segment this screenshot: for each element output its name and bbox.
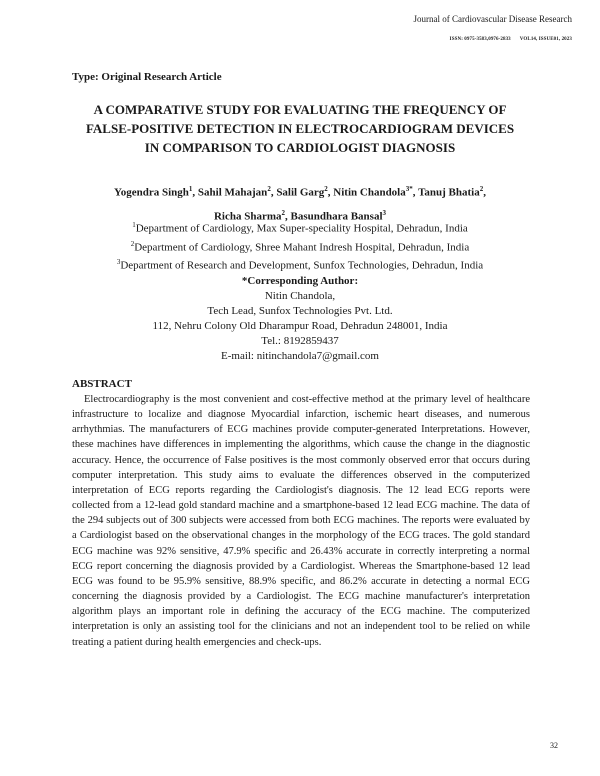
author-affil-mark: 3: [382, 208, 387, 217]
corresponding-role: Tech Lead, Sunfox Technologies Pvt. Ltd.: [207, 304, 393, 317]
author-name: Tanuj Bhatia: [418, 186, 480, 199]
corresponding-address: 112, Nehru Colony Old Dharampur Road, Dehradun 248001, India: [152, 319, 448, 332]
corresponding-heading: *Corresponding Author:: [241, 274, 359, 287]
author-name: Yogendra Singh: [114, 186, 189, 199]
affiliation: [40, 237, 560, 256]
corresponding-email: E-mail: nitinchandola7@gmail.com: [221, 349, 379, 362]
article-type: Type: Original Research Article: [72, 71, 222, 83]
affil-mark: 2: [130, 239, 135, 248]
author-name: Sahil Mahajan: [197, 186, 268, 199]
corresponding-name: Nitin Chandola,: [264, 289, 336, 302]
issn: ISSN: 0975-3583,0976-2833: [449, 37, 511, 42]
abstract-heading: ABSTRACT: [72, 378, 132, 390]
journal-name: Journal of Cardiovascular Disease Research: [413, 14, 572, 24]
affiliation: [40, 255, 560, 274]
author-sep: ,: [192, 186, 198, 199]
page-number: 32: [550, 741, 558, 750]
author-sep: ,: [483, 186, 486, 199]
title-line: FALSE-POSITIVE DETECTION IN ELECTROCARDIOGRAM DEVICES: [85, 121, 515, 136]
affil-text: Department of Cardiology, Max Super-speciality Hospital, Dehradun, India: [135, 222, 468, 235]
affiliations: [40, 218, 560, 364]
affil-mark: 3: [116, 258, 121, 267]
author-line: [40, 179, 560, 203]
corresponding-tel: Tel.: 8192859437: [261, 334, 339, 347]
title-line: A COMPARATIVE STUDY FOR EVALUATING THE FREQUENCY OF: [93, 102, 507, 117]
author-name: Salil Garg: [276, 186, 325, 199]
author-sep: ,: [270, 186, 277, 199]
volume-issue: VOL14, ISSUE01, 2023: [519, 37, 572, 42]
author-name: Nitin Chandola: [333, 186, 406, 199]
author-sep: ,: [412, 186, 419, 199]
author-affil-mark: 2: [281, 208, 285, 217]
author-name: Basundhara Bansal: [290, 210, 383, 223]
affil-text: Department of Research and Development, Sunfox Technologies, Dehradun, India: [120, 259, 484, 272]
author-affil-mark: 3*: [405, 185, 413, 193]
affil-text: Department of Cardiology, Shree Mahant Indresh Hospital, Dehradun, India: [134, 241, 470, 254]
author-affil-mark: 2: [479, 185, 484, 193]
author-affil-mark: 2: [267, 185, 271, 193]
author-affil-mark: 1: [188, 185, 193, 193]
author-sep: ,: [327, 186, 334, 199]
affil-mark: 1: [132, 221, 136, 229]
author-affil-mark: 2: [324, 185, 328, 193]
affiliation: [40, 218, 560, 237]
title-line: IN COMPARISON TO CARDIOLOGIST DIAGNOSIS: [144, 140, 456, 155]
paper-title: [40, 100, 560, 157]
author-name: Richa Sharma: [213, 210, 282, 223]
author-sep: ,: [285, 210, 291, 223]
issn-line: [450, 37, 572, 42]
abstract-body: Electrocardiography is the most convenient and cost-effective method at the primary level of healthcare infrastructure to localize and diagnose Myocardial infarction, ischemic heart diseases, and numerous arrhythmias. The manufacturers of ECG machines provide computer-generated Interpretations. However, these machines have differences in implementing the algorithms, which cause the change in the diagnostic accuracy. Hence, the occurrence of False positives is the most commonly observed error that occurs during computer interpretation. This study aims to evaluate the differences observed in the computerized interpretation of ECG reports regarding the Cardiologist's diagnosis. The 12 lead ECG reports were collected from a 12-lead gold standard machine and a smartphone-based 12 lead ECG machine. The data of the 294 subjects out of 300 subjects were accessed from both ECG machines. The reports were evaluated by a Cardiologist based on the observational changes in the morphology of the ECG traces. The gold standard ECG machine was 92% sensitive, 47.9% specific and 26.43% accurate in correctly interpreting a normal ECG report concerning the diagnosis provided by a Cardiologist. Whereas the Smartphone-based 12 lead ECG was found to be 95.9% sensitive, 88.9% specific, and 86.2% accurate in detecting a normal ECG concerning the diagnosis provided by a Cardiologist. The ECG machine manufacturer's interpretation algorithm plays an important role in defining the accuracy of the ECG machine. The computerized interpretation is only an assisting tool for the clinicians and not an independent tool to be relied on while treating a patient during health emergencies and check-ups.: [72, 394, 530, 648]
